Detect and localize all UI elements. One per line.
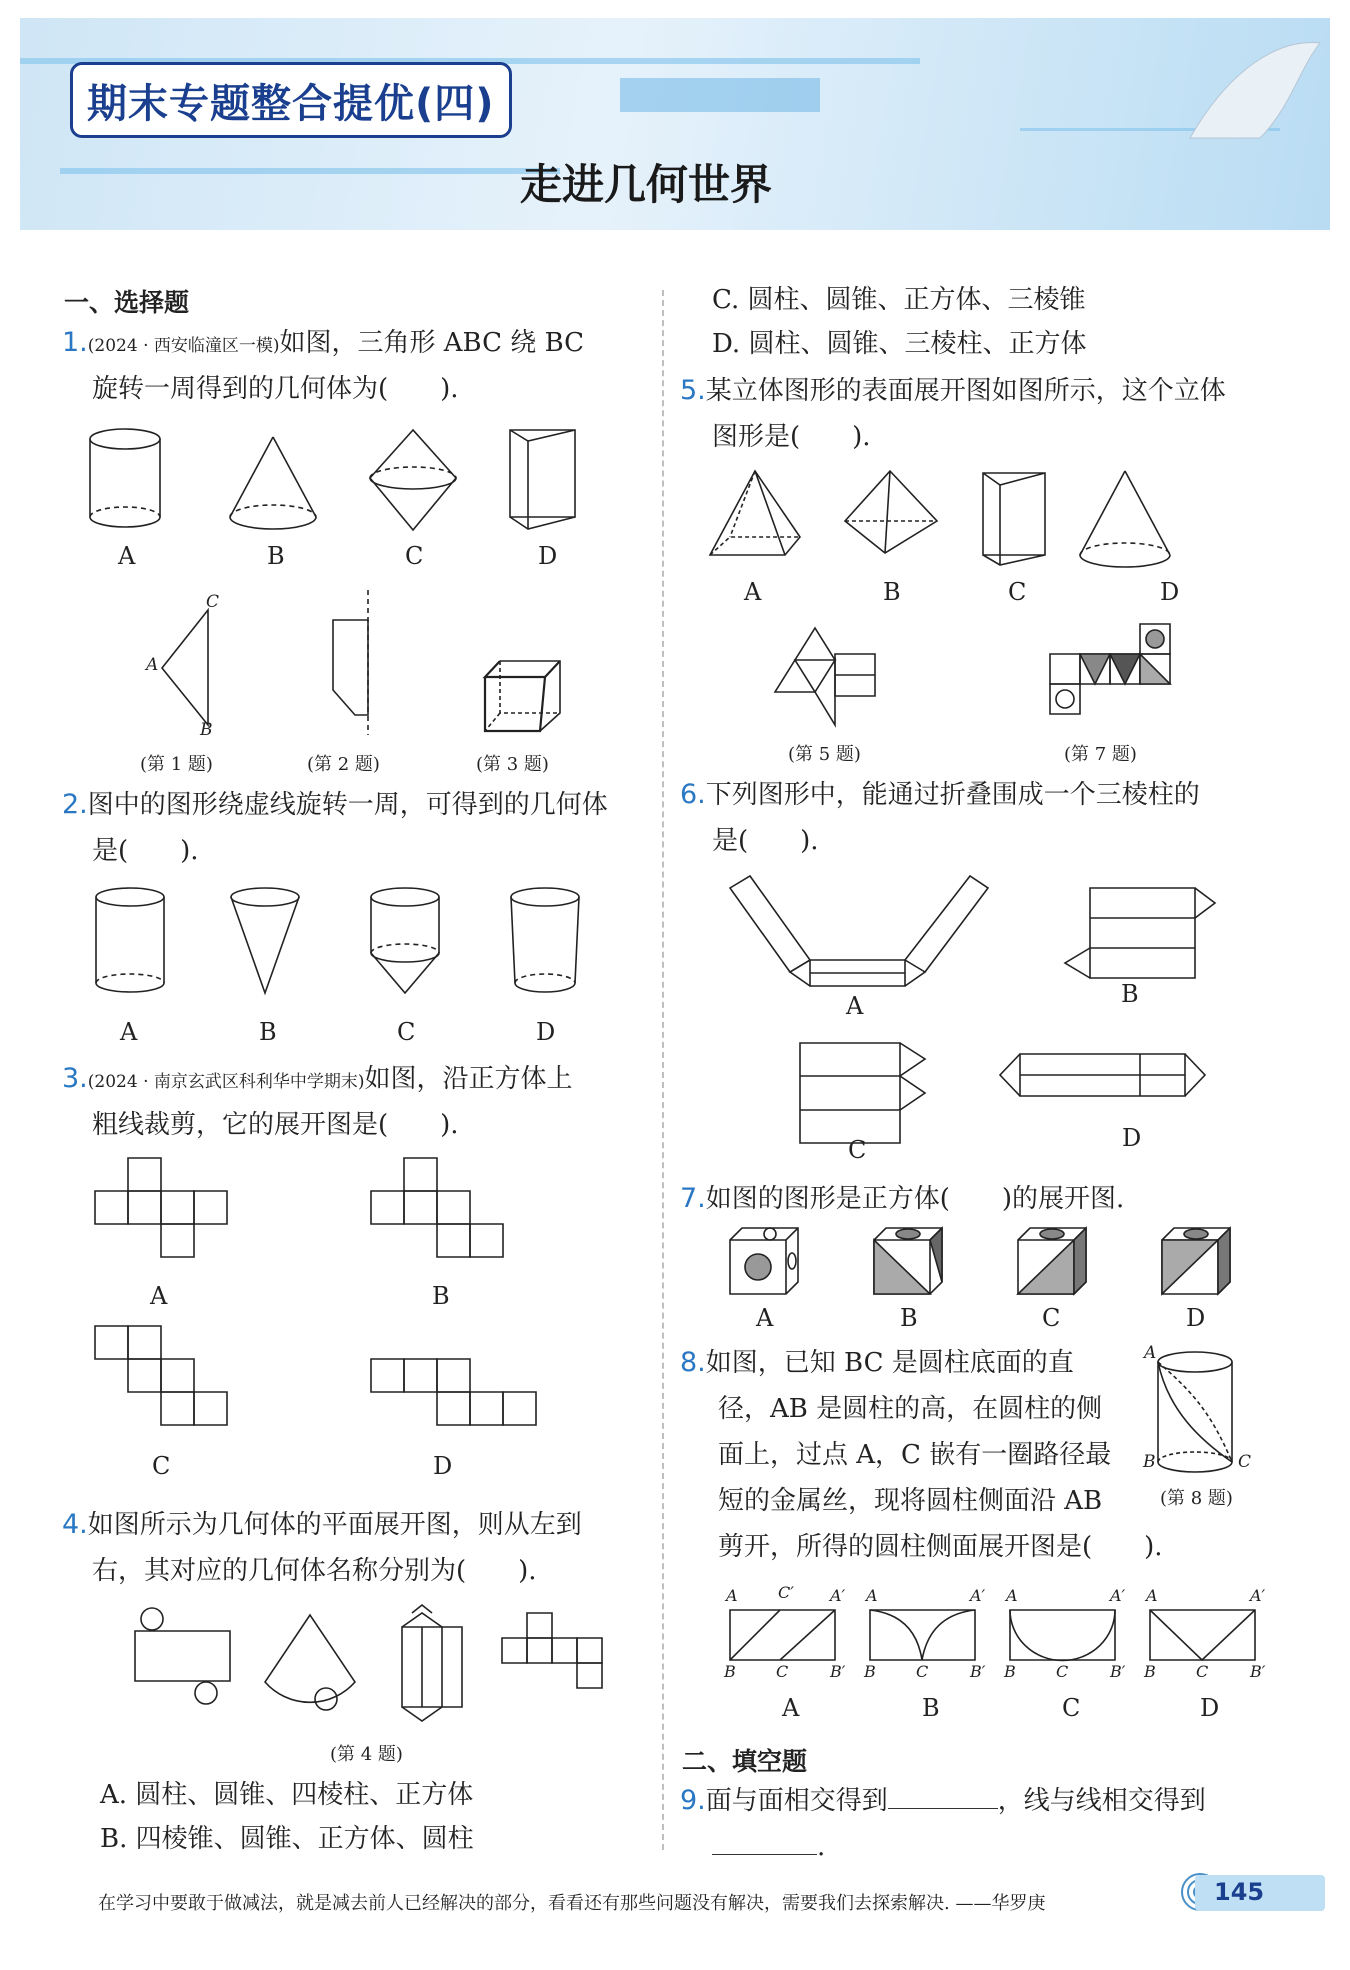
question-3-number: 3.: [62, 1063, 88, 1094]
figure-caption-q4: (第 4 题): [330, 1744, 403, 1765]
cylinder-net: [135, 1608, 230, 1704]
q8-d-label-bp: B′: [1250, 1662, 1266, 1681]
question-9-text-1: 面与面相交得到: [705, 1786, 888, 1816]
question-6-option-c: C: [848, 1136, 867, 1164]
cylinder-shape: [96, 888, 164, 992]
question-3-nets: [95, 1158, 615, 1448]
figure-q2-shape: [325, 590, 375, 740]
net-b: [1065, 888, 1215, 978]
question-5-option-c: C: [1008, 578, 1027, 606]
question-2-option-b: B: [259, 1018, 277, 1046]
option-b-rect: [870, 1610, 975, 1660]
net-c: [800, 1043, 925, 1143]
question-8-option-c: C: [1062, 1694, 1081, 1722]
cone-shape: [230, 437, 316, 529]
triangle-label-a: A: [146, 655, 159, 675]
question-8-line4: 短的金属丝，现将圆柱侧面沿 AB: [718, 1486, 1103, 1516]
question-2-option-c: C: [397, 1018, 416, 1046]
question-8-options: [730, 1600, 1270, 1670]
question-2-number: 2.: [62, 789, 88, 820]
q8-c-label-b: B: [1004, 1662, 1016, 1681]
question-5-option-a: A: [744, 578, 762, 606]
question-9-line1: [680, 1784, 1206, 1818]
q8-c-label-a: A: [1006, 1586, 1018, 1605]
figure-caption-q5: (第 5 题): [788, 744, 861, 765]
question-4-text: 如图所示为几何体的平面展开图，则从左到: [87, 1510, 582, 1540]
question-8-number: 8.: [680, 1347, 706, 1378]
q8-b-label-ap: A′: [970, 1586, 986, 1605]
question-4-choice-b: B. 四棱锥、圆锥、正方体、圆柱: [100, 1824, 474, 1854]
cylinder-on-cone-shape: [371, 888, 439, 993]
question-6-line2: 是( ).: [712, 826, 819, 856]
figure-caption-q8: (第 8 题): [1160, 1488, 1233, 1509]
q8-c-label-ap: A′: [1110, 1586, 1126, 1605]
double-cone-shape: [370, 430, 456, 530]
cone-shape: [1080, 471, 1170, 567]
triangular-pyramid-shape: [845, 471, 937, 553]
page-number: 145: [1214, 1878, 1265, 1906]
figure-caption-q7: (第 7 题): [1064, 744, 1137, 765]
question-9-line2: [712, 1830, 825, 1864]
prism-net: [402, 1605, 462, 1721]
option-c-rect: [1010, 1610, 1115, 1660]
net-c: [95, 1326, 227, 1425]
q8-point-b: B: [1143, 1452, 1156, 1472]
question-3-line1: [62, 1062, 573, 1099]
question-5-number: 5.: [680, 375, 706, 406]
question-4-line2: 右，其对应的几何体名称分别为( ).: [92, 1556, 537, 1586]
chapter-title-box: [70, 62, 512, 138]
question-8-option-a: A: [782, 1694, 800, 1722]
option-d-rect: [1150, 1610, 1255, 1660]
question-5-line1: [680, 374, 1226, 408]
q8-d-label-a: A: [1146, 1586, 1158, 1605]
q8-c-label-c: C: [1056, 1662, 1069, 1681]
cube-b: [874, 1228, 942, 1294]
question-2-text: 图中的图形绕虚线旋转一周，可得到的几何体: [87, 790, 608, 820]
cube-net: [502, 1613, 602, 1688]
question-5-line2: 图形是( ).: [712, 422, 871, 452]
question-3-source: (2024 · 南京玄武区科利华中学期末): [87, 1072, 365, 1092]
q8-a-label-cp: C′: [778, 1583, 794, 1602]
triangle-label-c: C: [206, 592, 220, 612]
question-7-line1: [680, 1182, 1124, 1216]
q8-point-c: C: [1238, 1452, 1252, 1472]
cube-d: [1162, 1228, 1230, 1294]
net-b: [371, 1158, 503, 1257]
inverted-cone-shape: [231, 888, 299, 993]
question-8-option-d: D: [1200, 1694, 1220, 1722]
footer-quote: 在学习中要敢于做减法，就是减去前人已经解决的部分，看看还有那些问题没有解决，需要我们去探索解决. ——华罗庚: [98, 1893, 1046, 1914]
question-3-line2: 粗线裁剪，它的展开图是( ).: [92, 1110, 459, 1140]
triangle-label-b: B: [200, 720, 213, 740]
figure-q1-triangle: [150, 600, 220, 735]
question-5-option-b: B: [883, 578, 901, 606]
question-1-option-d: D: [538, 542, 558, 570]
answer-blank-2[interactable]: [712, 1830, 817, 1855]
question-8-line3: 面上，过点 A，C 嵌有一圈路径最: [718, 1440, 1112, 1470]
question-4-choice-d: D. 圆柱、圆锥、三棱柱、正方体: [712, 329, 1087, 359]
question-2-line2: 是( ).: [92, 836, 199, 866]
section-heading-choice: 一、选择题: [64, 288, 190, 317]
question-4-number: 4.: [62, 1509, 88, 1540]
question-1-option-b: B: [267, 542, 285, 570]
answer-blank-1[interactable]: [888, 1784, 998, 1809]
question-7-option-d: D: [1186, 1304, 1206, 1332]
q8-d-label-b: B: [1144, 1662, 1156, 1681]
question-4-line1: [62, 1508, 582, 1542]
question-4-choice-a: A. 圆柱、圆锥、四棱柱、正方体: [100, 1780, 474, 1810]
question-9-text-2: ，线与线相交得到: [997, 1786, 1206, 1816]
question-6-nets: [730, 868, 1270, 1148]
question-8-option-b: B: [922, 1694, 940, 1722]
cylinder-shape: [90, 429, 160, 527]
q8-a-label-ap: A′: [830, 1586, 846, 1605]
figure-q7-net: [1040, 620, 1175, 730]
question-8-line2: 径，AB 是圆柱的高，在圆柱的侧: [718, 1394, 1103, 1424]
question-8-line5: 剪开，所得的圆柱侧面展开图是( ).: [718, 1532, 1163, 1562]
q8-point-a: A: [1144, 1343, 1157, 1363]
question-5-text: 某立体图形的表面展开图如图所示，这个立体: [705, 376, 1226, 406]
triangular-prism-shape: [510, 430, 575, 529]
chapter-title: 期末专题整合提优(四): [87, 80, 495, 127]
question-1-option-c: C: [405, 542, 424, 570]
q8-d-label-ap: A′: [1250, 1586, 1266, 1605]
question-6-option-b: B: [1121, 980, 1139, 1008]
net-a: [95, 1158, 227, 1257]
figure-q3-cube: [480, 653, 570, 743]
question-2-figures: [90, 885, 600, 1000]
q8-b-label-a: A: [866, 1586, 878, 1605]
column-divider: [662, 290, 664, 1850]
question-7-cubes: [730, 1226, 1250, 1296]
question-7-number: 7.: [680, 1183, 706, 1214]
page-curl-icon: [1170, 28, 1330, 148]
question-8-text-1: 如图，已知 BC 是圆柱底面的直: [705, 1348, 1074, 1378]
question-7-text: 如图的图形是正方体( )的展开图.: [705, 1184, 1125, 1214]
figure-q8-cylinder: [1150, 1350, 1250, 1480]
question-9-text-3: .: [817, 1832, 826, 1862]
question-3-text: 如图，沿正方体上: [364, 1064, 573, 1094]
q8-a-label-c: C: [776, 1662, 789, 1681]
figure-caption-q3: (第 3 题): [476, 754, 549, 775]
question-1-figures: [80, 425, 620, 540]
square-pyramid-shape: [710, 471, 800, 555]
truncated-cylinder-shape: [511, 888, 579, 992]
question-3-option-b: B: [432, 1282, 450, 1310]
chapter-subtitle: 走进几何世界: [520, 160, 773, 209]
q8-a-label-b: B: [724, 1662, 736, 1681]
question-1-option-a: A: [118, 542, 136, 570]
question-1-line2: 旋转一周得到的几何体为( ).: [92, 374, 459, 404]
net-d: [371, 1359, 536, 1425]
option-a-rect: [730, 1610, 835, 1660]
question-7-option-b: B: [900, 1304, 918, 1332]
figure-caption-q1: (第 1 题): [140, 754, 213, 775]
cube-a: [730, 1228, 798, 1294]
cone-net: [265, 1615, 355, 1710]
q8-c-label-bp: B′: [1110, 1662, 1126, 1681]
question-1-source: (2024 · 西安临潼区一模): [87, 336, 280, 356]
figure-q5-net: [760, 620, 900, 730]
question-2-option-d: D: [536, 1018, 556, 1046]
q8-a-label-bp: B′: [830, 1662, 846, 1681]
question-4-choice-c: C. 圆柱、圆锥、正方体、三棱锥: [712, 285, 1086, 315]
question-6-option-d: D: [1122, 1124, 1142, 1152]
q8-a-label-a: A: [726, 1586, 738, 1605]
question-2-option-a: A: [120, 1018, 138, 1046]
question-2-line1: [62, 788, 608, 822]
q8-b-label-c: C: [916, 1662, 929, 1681]
question-3-option-d: D: [433, 1452, 453, 1480]
question-1-text: 如图，三角形 ABC 绕 BC: [279, 328, 585, 358]
q8-b-label-bp: B′: [970, 1662, 986, 1681]
question-6-line1: [680, 778, 1200, 812]
figure-caption-q2: (第 2 题): [307, 754, 380, 775]
net-d: [1000, 1054, 1205, 1096]
question-1-line1: [62, 326, 584, 363]
question-4-nets: [130, 1605, 620, 1730]
question-1-number: 1.: [62, 327, 88, 358]
question-7-option-a: A: [756, 1304, 774, 1332]
question-7-option-c: C: [1042, 1304, 1061, 1332]
net-a: [730, 876, 988, 986]
question-6-number: 6.: [680, 779, 706, 810]
question-6-option-a: A: [846, 992, 864, 1020]
question-5-figures: [705, 465, 1225, 575]
triangular-prism-shape: [983, 473, 1045, 565]
question-5-option-d: D: [1160, 578, 1180, 606]
q8-d-label-c: C: [1196, 1662, 1209, 1681]
question-8-line1: [680, 1346, 1074, 1380]
question-9-number: 9.: [680, 1785, 706, 1816]
question-6-text: 下列图形中，能通过折叠围成一个三棱柱的: [705, 780, 1200, 810]
cube-c: [1018, 1228, 1086, 1294]
question-3-option-c: C: [152, 1452, 171, 1480]
q8-b-label-b: B: [864, 1662, 876, 1681]
section-heading-fill: 二、填空题: [682, 1747, 808, 1776]
question-3-option-a: A: [150, 1282, 168, 1310]
